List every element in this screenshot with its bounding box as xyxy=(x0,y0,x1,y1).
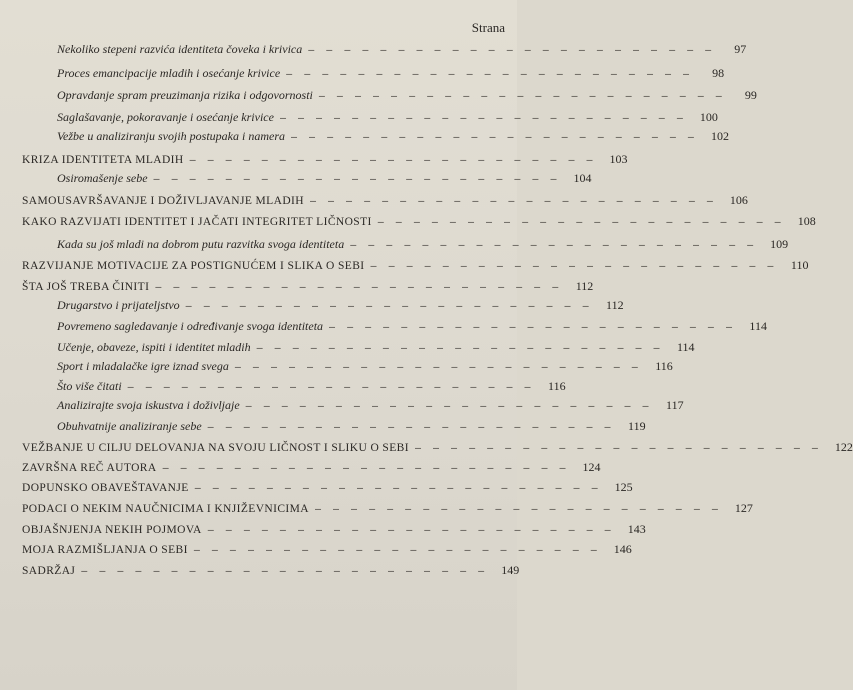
toc-entry-title: SADRŽAJ xyxy=(22,565,76,577)
toc-entry xyxy=(22,480,633,498)
dot-leader: — — — — — — — — — — — — — — — — — — — — — — — xyxy=(308,45,715,56)
dot-leader: — — — — — — — — — — — — — — — — — — — — — — — xyxy=(193,545,600,556)
toc-entry-title: Saglašavanje, pokoravanje i osećanje krivice xyxy=(57,110,274,124)
toc-entry-title: Proces emancipacije mladih i osećanje krivice xyxy=(57,66,281,80)
toc-entry xyxy=(22,563,520,581)
toc-entry xyxy=(57,319,767,337)
toc-entry-page: 108 xyxy=(797,214,816,228)
toc-entry-page: 125 xyxy=(614,480,633,494)
dot-leader: — — — — — — — — — — — — — — — — — — — — — — — xyxy=(350,240,757,251)
dot-leader: — — — — — — — — — — — — — — — — — — — — — — — xyxy=(245,401,652,412)
toc-entry xyxy=(57,237,789,255)
dot-leader: — — — — — — — — — — — — — — — — — — — — — — — xyxy=(314,504,721,515)
toc-entry xyxy=(57,298,624,316)
toc-entry-page: 102 xyxy=(710,129,729,143)
toc-entry xyxy=(22,542,632,560)
toc-entry-page: 122 xyxy=(834,440,853,454)
toc-entry-page: 112 xyxy=(606,298,624,312)
toc-entry xyxy=(57,42,747,60)
toc-entry xyxy=(22,522,646,540)
toc-entry-page: 106 xyxy=(729,193,748,207)
toc-entry-page: 100 xyxy=(699,110,718,124)
toc-entry-title: Sport i mladalačke igre iznad svega xyxy=(57,359,229,373)
dot-leader: — — — — — — — — — — — — — — — — — — — — — — — xyxy=(286,69,693,80)
toc-entry-page: 112 xyxy=(575,279,594,293)
toc-entry-page: 117 xyxy=(666,398,684,412)
toc-entry-title: ZAVRŠNA REČ AUTORA xyxy=(22,462,157,474)
toc-entry-title: SAMOUSAVRŠAVANJE I DOŽIVLJAVANJE MLADIH xyxy=(22,195,304,207)
toc-entry xyxy=(22,440,853,458)
dot-leader: — — — — — — — — — — — — — — — — — — — — — — — xyxy=(127,382,534,393)
toc-entry xyxy=(57,110,718,128)
toc-entry-title: Osiromašenje sebe xyxy=(57,171,148,185)
toc-entry-title: RAZVIJANJE MOTIVACIJE ZA POSTIGNUĆEM I SLIKA O SEBI xyxy=(22,260,365,272)
toc-entry-title: DOPUNSKO OBAVEŠTAVANJE xyxy=(22,482,189,494)
dot-leader: — — — — — — — — — — — — — — — — — — — — — — — xyxy=(185,301,592,312)
dot-leader: — — — — — — — — — — — — — — — — — — — — — — — xyxy=(162,463,569,474)
toc-entry xyxy=(57,171,592,189)
toc-entry xyxy=(22,460,601,478)
toc-entry-title: Obuhvatnije analiziranje sebe xyxy=(57,419,202,433)
toc-entry-page: 99 xyxy=(744,88,757,102)
page-column-header: Strana xyxy=(471,20,505,35)
toc-entry-title: Analizirajte svoja iskustva i doživljaje xyxy=(57,398,240,412)
dot-leader: — — — — — — — — — — — — — — — — — — — — — — — xyxy=(207,525,614,536)
toc-entry-page: 98 xyxy=(712,66,725,80)
toc-entry xyxy=(57,359,673,377)
toc-entry-title: Vežbe u analiziranju svojih postupaka i namera xyxy=(57,129,285,143)
dot-leader: — — — — — — — — — — — — — — — — — — — — — — — xyxy=(377,217,784,228)
toc-entry-page: 116 xyxy=(655,359,673,373)
toc-entry-page: 143 xyxy=(627,522,646,536)
toc-entry xyxy=(57,398,684,416)
toc-entry-title: VEŽBANJE U CILJU DELOVANJA NA SVOJU LIČNOST I SLIKU O SEBI xyxy=(22,442,409,454)
toc-entry-title: Nekoliko stepeni razvića identiteta čoveka i krivica xyxy=(57,42,303,56)
dot-leader: — — — — — — — — — — — — — — — — — — — — — — — xyxy=(291,132,697,143)
toc-entry-title: Drugarstvo i prijateljstvo xyxy=(57,298,180,312)
toc-entry-title: Što više čitati xyxy=(57,379,122,393)
toc-entry-page: 146 xyxy=(613,542,632,556)
toc-entry xyxy=(22,152,628,170)
toc-entry xyxy=(57,66,725,84)
toc-entry xyxy=(57,340,695,358)
toc-entry-page: 127 xyxy=(734,501,753,515)
toc-entry-title: Kada su još mladi na dobrom putu razvitka svoga identiteta xyxy=(57,237,345,251)
toc-entry xyxy=(22,193,748,211)
dot-leader: — — — — — — — — — — — — — — — — — — — — — — — xyxy=(329,322,735,333)
toc-entry-page: 149 xyxy=(501,563,520,577)
toc-entry-title: MOJA RAZMIŠLJANJA O SEBI xyxy=(22,544,188,556)
toc-entry xyxy=(22,279,594,297)
toc-entry-title: PODACI O NEKIM NAUČNICIMA I KNJIŽEVNICIMA xyxy=(22,503,309,515)
dot-leader: — — — — — — — — — — — — — — — — — — — — — — — xyxy=(194,483,601,494)
toc-entry-page: 109 xyxy=(770,237,789,251)
toc-entry-title: Povremeno sagledavanje i određivanje svoga identiteta xyxy=(57,319,324,333)
toc-entry xyxy=(22,214,816,232)
toc-entry-title: OBJAŠNJENJA NEKIH POJMOVA xyxy=(22,524,202,536)
dot-leader: — — — — — — — — — — — — — — — — — — — — — — — xyxy=(256,343,663,354)
dot-leader: — — — — — — — — — — — — — — — — — — — — — — — xyxy=(207,422,614,433)
toc-entry-page: 119 xyxy=(628,419,646,433)
toc-entry-page: 114 xyxy=(749,319,767,333)
toc-entry xyxy=(57,88,757,106)
dot-leader: — — — — — — — — — — — — — — — — — — — — — — — xyxy=(414,443,821,454)
dot-leader: — — — — — — — — — — — — — — — — — — — — — — — xyxy=(234,362,641,373)
dot-leader: — — — — — — — — — — — — — — — — — — — — — — — xyxy=(279,113,686,124)
toc-entry xyxy=(22,258,809,276)
toc-entry-title: Opravdanje spram preuzimanja rizika i odgovornosti xyxy=(57,88,313,102)
toc-entry-title: Učenje, obaveze, ispiti i identitet mladih xyxy=(57,340,251,354)
toc-entry-page: 103 xyxy=(609,152,628,166)
toc-entry xyxy=(57,379,566,397)
dot-leader: — — — — — — — — — — — — — — — — — — — — — — — xyxy=(370,261,777,272)
toc-entry xyxy=(22,501,753,519)
toc-entry xyxy=(57,129,729,147)
dot-leader: — — — — — — — — — — — — — — — — — — — — — — — xyxy=(155,282,562,293)
dot-leader: — — — — — — — — — — — — — — — — — — — — — — — xyxy=(153,174,560,185)
toc-entry-title: KRIZA IDENTITETA MLADIH xyxy=(22,154,184,166)
toc-entry-page: 110 xyxy=(790,258,809,272)
dot-leader: — — — — — — — — — — — — — — — — — — — — — — — xyxy=(309,196,716,207)
toc-entry-page: 114 xyxy=(677,340,695,354)
toc-entry-page: 104 xyxy=(573,171,592,185)
toc-entry-page: 124 xyxy=(582,460,601,474)
toc-entry-title: ŠTA JOŠ TREBA ČINITI xyxy=(22,281,150,293)
dot-leader: — — — — — — — — — — — — — — — — — — — — — — — xyxy=(81,566,488,577)
toc-entry-title: KAKO RAZVIJATI IDENTITET I JAČATI INTEGRITET LIČNOSTI xyxy=(22,216,372,228)
toc-entry-page: 97 xyxy=(734,42,747,56)
toc-entry-page: 116 xyxy=(548,379,566,393)
dot-leader: — — — — — — — — — — — — — — — — — — — — — — — xyxy=(189,155,596,166)
dot-leader: — — — — — — — — — — — — — — — — — — — — — — — xyxy=(318,91,725,102)
toc-entry xyxy=(57,419,646,437)
